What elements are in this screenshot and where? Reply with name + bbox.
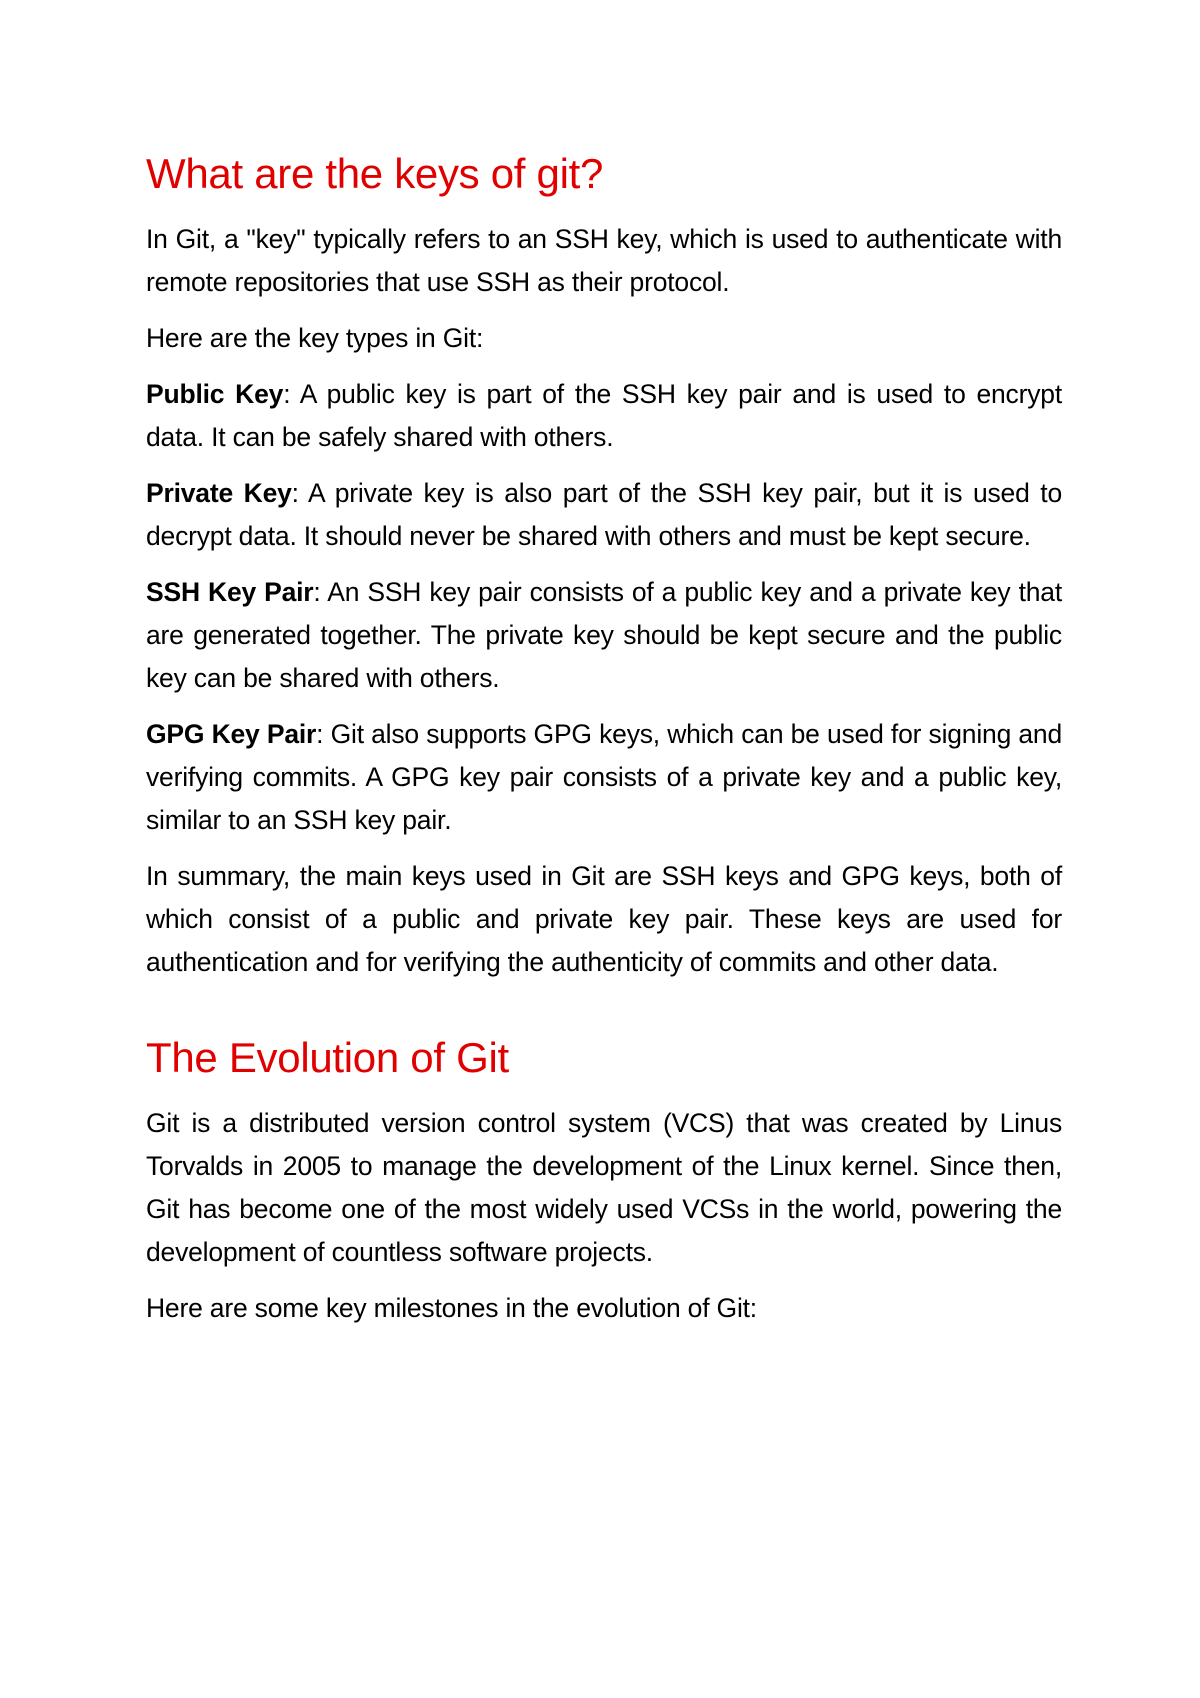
paragraph-public-key xyxy=(146,373,1062,459)
definition-gpg-key-pair: : Git also supports GPG keys, which can be used for signing and verifying commits. A GPG key pair consists of a private key and a public key, similar to an SSH key pair. xyxy=(146,719,1062,835)
term-public-key: Public Key xyxy=(146,379,284,409)
paragraph-evolution-intro: Git is a distributed version control system (VCS) that was created by Linus Torvalds in 2005 to manage the development of the Linux kernel. Since then, Git has become one of the most widely used VCSs in the world, powering the development of countless software projects. xyxy=(146,1108,1062,1267)
term-gpg-key-pair: GPG Key Pair xyxy=(146,719,317,749)
paragraph-milestones-lead: Here are some key milestones in the evolution of Git: xyxy=(146,1293,757,1323)
paragraph-key-types-lead: Here are the key types in Git: xyxy=(146,323,484,353)
section-heading-evolution: The Evolution of Git xyxy=(146,1034,509,1081)
paragraph-private-key xyxy=(146,472,1062,558)
term-ssh-key-pair: SSH Key Pair xyxy=(146,577,314,607)
paragraph-ssh-key-pair xyxy=(146,571,1062,700)
definition-private-key: : A private key is also part of the SSH key pair, but it is used to decrypt data. It should never be shared with others and must be kept secure. xyxy=(146,478,1062,551)
definition-ssh-key-pair: : An SSH key pair consists of a public key and a private key that are generated together. The private key should be kept secure and the public key can be shared with others. xyxy=(146,577,1063,693)
paragraph-keys-summary: In summary, the main keys used in Git are SSH keys and GPG keys, both of which consist of a public and private key pair. These keys are used for authentication and for verifying the authenticity of commits and other data. xyxy=(146,861,1062,977)
section-heading-keys: What are the keys of git? xyxy=(146,150,604,197)
term-private-key: Private Key xyxy=(146,478,292,508)
paragraph-gpg-key-pair xyxy=(146,713,1062,842)
definition-public-key: : A public key is part of the SSH key pair and is used to encrypt data. It can be safely shared with others. xyxy=(146,379,1062,452)
paragraph-keys-intro: In Git, a "key" typically refers to an SSH key, which is used to authenticate with remote repositories that use SSH as their protocol. xyxy=(146,224,1062,297)
document-page xyxy=(146,148,1062,1343)
